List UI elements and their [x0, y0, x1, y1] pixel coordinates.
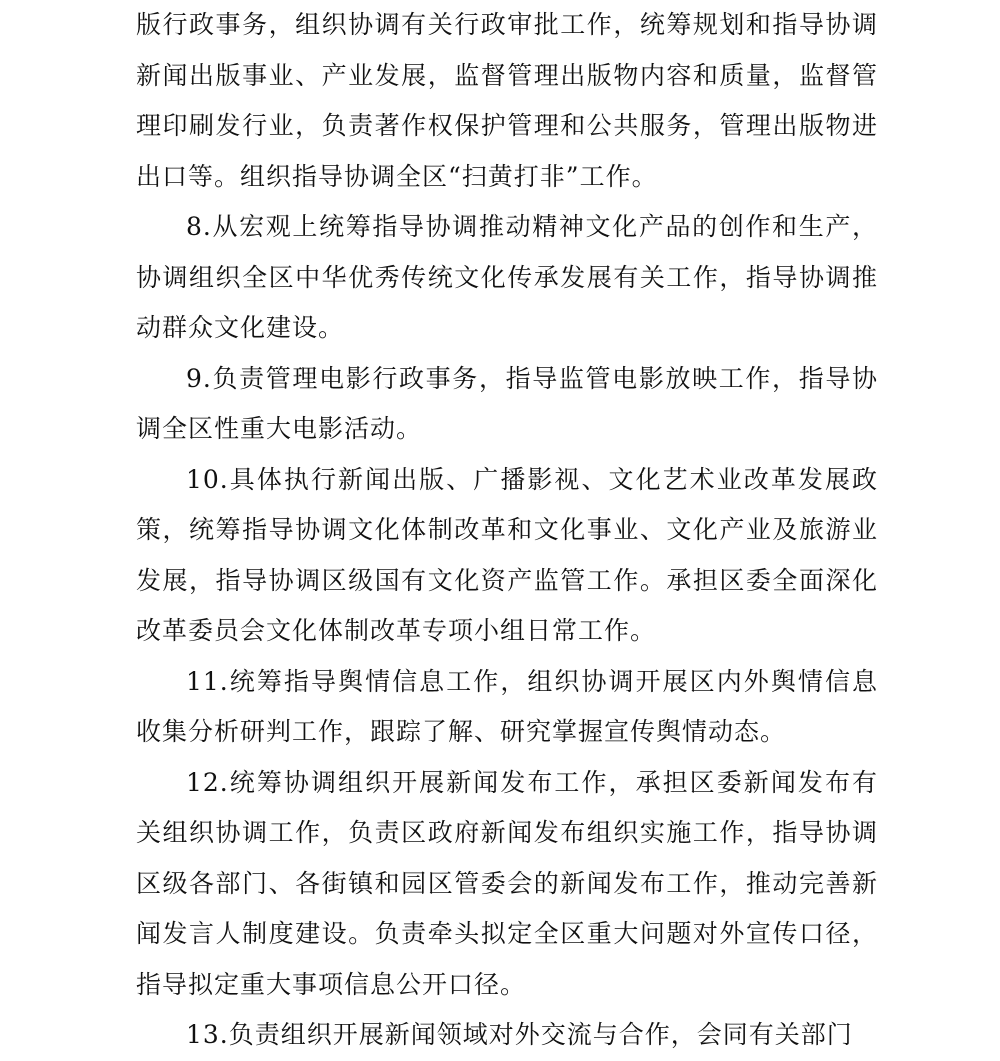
text-line: 版行政事务，组织协调有关行政审批工作，统筹规划和指导协调 [136, 10, 878, 39]
text-line: 调全区性重大电影活动。 [136, 414, 423, 443]
text-line: 改革委员会文化体制改革专项小组日常工作。 [136, 616, 657, 645]
text-line: 出口等。组织指导协调全区“扫黄打非”工作。 [136, 161, 658, 191]
text-line: 动群众文化建设。 [136, 313, 345, 342]
text-line: 区级各部门、各街镇和园区管委会的新闻发布工作，推动完善新 [136, 868, 878, 898]
text-line: 理印刷发行业，负责著作权保护管理和公共服务，管理出版物进 [136, 111, 878, 140]
text-line: 闻发言人制度建设。负责牵头拟定全区重大问题对外宣传口径， [136, 919, 878, 948]
body-text [136, 0, 878, 1061]
text-line: 13.负责组织开展新闻领域对外交流与合作，会同有关部门 [186, 1020, 853, 1049]
text-line: 发展，指导协调区级国有文化资产监管工作。承担区委全面深化 [136, 565, 878, 595]
text-line: 8.从宏观上统筹指导协调推动精神文化产品的创作和生产， [186, 212, 878, 241]
text-line: 收集分析研判工作，跟踪了解、研究掌握宣传舆情动态。 [136, 717, 787, 746]
text-line: 协调组织全区中华优秀传统文化传承发展有关工作，指导协调推 [136, 262, 878, 292]
text-line: 10.具体执行新闻出版、广播影视、文化艺术业改革发展政 [186, 464, 878, 494]
paragraph [136, 758, 878, 1011]
text-line: 9.负责管理电影行政事务，指导监管电影放映工作，指导协 [186, 363, 878, 393]
text-line: 策，统筹指导协调文化体制改革和文化事业、文化产业及旅游业 [136, 515, 878, 544]
paragraph [136, 1010, 878, 1061]
text-line: 关组织协调工作，负责区政府新闻发布组织实施工作，指导协调 [136, 818, 878, 847]
paragraph [136, 354, 878, 455]
document-page [136, 0, 878, 1061]
paragraph [136, 657, 878, 758]
text-line: 新闻出版事业、产业发展，监督管理出版物内容和质量，监督管 [136, 60, 878, 90]
paragraph [136, 455, 878, 657]
paragraph [136, 0, 878, 202]
text-line: 12.统筹协调组织开展新闻发布工作，承担区委新闻发布有 [186, 767, 878, 797]
paragraph [136, 202, 878, 354]
text-line: 11.统筹指导舆情信息工作，组织协调开展区内外舆情信息 [186, 666, 878, 696]
text-line: 指导拟定重大事项信息公开口径。 [136, 969, 527, 999]
